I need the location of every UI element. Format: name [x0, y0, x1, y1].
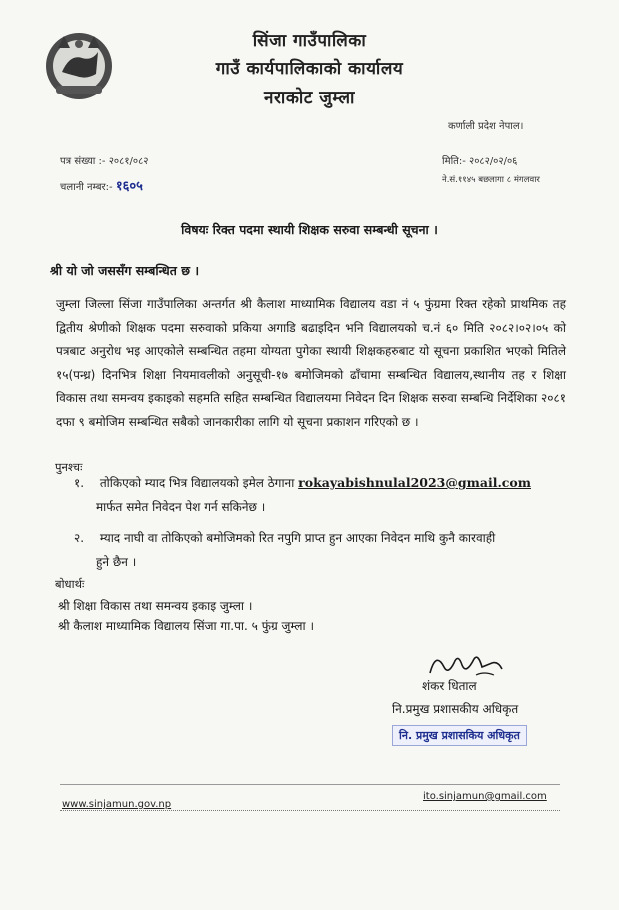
- item-text: तोकिएको म्याद भित्र विद्यालयको इमेल ठेगाना: [99, 476, 295, 490]
- office-email-link[interactable]: ito.sinjamun@gmail.com: [423, 791, 547, 802]
- dispatch-number-label: चलानी नम्बर:-: [60, 182, 113, 193]
- item-text: म्याद नाघी वा तोकिएको बमोजिमको रित नपुगि प्राप्त हुन आएका निवेदन माथि कुनै कारवाही: [99, 531, 496, 545]
- postscript-label: पुनश्चः: [55, 460, 83, 474]
- office-name: सिंजा गाउँपालिका: [252, 31, 367, 51]
- letter-date: मिति:- २०८२/०२/०६: [442, 156, 518, 167]
- office-subtitle: गाउँ कार्यपालिकाको कार्यालय: [215, 59, 404, 79]
- nepal-sambat-date: ने.सं.११४५ बछलागा ८ मंगलवार: [442, 175, 540, 185]
- postscript-item-1-cont: मार्फत समेत निवेदन पेश गर्न सकिनेछ ।: [96, 500, 266, 514]
- website-link[interactable]: www.sinjamun.gov.np: [62, 799, 172, 810]
- signatory-title: नि.प्रमुख प्रशासकीय अधिकृत: [392, 702, 519, 716]
- body-paragraph: जुम्ला जिल्ला सिंजा गाउँपालिका अन्तर्गत श्री कैलाश माध्यामिक विद्यालय वडा नं ५ फुंग्रमा रिक्त रहेको प्राथमिक तह द्वितीय श्रेणीको शिक्षक पदमा सरुवाको प्रकिया अगाडि बढाइदिन भनि विद्यालयको च.नं ६० मिति २०८२।०२।०५ को पत्रबाट अनुरोध भइ आएकोले सम्बन्धित तहमा योग्यता पुगेका स्थायी शिक्षकहरुबाट यो सूचना प्रकाशित भएको मितिले १५(पन्ध्र) दिनभित्र शिक्षा नियमावलीको अनुसूची-१७ बमोजिमको ढाँचामा सम्बन्धित विद्यालय,स्थानीय तह र शिक्षा विकास तथा समन्वय इकाइको सहमति सहित सम्बन्धित विद्यालयमा निवेदन दिन शिक्षक सरुवा सम्बन्धि निर्देशिका २०८१ दफा ९ बमोजिम सम्बन्धित सबैको जानकारीका लागि यो सूचना प्रकाशन गरिएको छ ।: [56, 297, 566, 429]
- signatory-name: शंकर धिताल: [422, 679, 477, 693]
- office-address: नराकोट जुम्ला: [264, 88, 355, 108]
- postscript-item-2: [74, 526, 495, 550]
- footer-dotted-divider: [60, 810, 560, 811]
- item-number: २.: [74, 531, 85, 545]
- school-email-link[interactable]: rokayabishnulal2023@gmail.com: [298, 475, 531, 490]
- postscript-item-2-cont: हुने छैन ।: [96, 555, 137, 569]
- footer-divider: [60, 784, 560, 785]
- letter-number: पत्र संख्या :- २०८१/०८२: [60, 156, 149, 167]
- cc-line-1: श्री शिक्षा विकास तथा समन्वय इकाइ जुम्ला ।: [58, 599, 253, 613]
- postscript-item-1: [74, 471, 531, 495]
- cc-line-2: श्री कैलाश माध्यामिक विद्यालय सिंजा गा.पा. ५ फुंग्र जुम्ला ।: [58, 619, 315, 633]
- salutation: श्री यो जो जससँग सम्बन्धित छ ।: [50, 263, 200, 278]
- province-label: कर्णाली प्रदेश नेपाल।: [448, 121, 524, 132]
- dispatch-number-value: १६०५: [115, 179, 143, 194]
- item-number: १.: [74, 476, 85, 490]
- official-stamp: नि. प्रमुख प्रशासकिय अधिकृत: [392, 725, 527, 746]
- subject-line: विषयः रिक्त पदमा स्थायी शिक्षक सरुवा सम्बन्धी सूचना ।: [181, 222, 438, 237]
- cc-label: बोधार्थः: [55, 577, 85, 591]
- dispatch-number: [60, 176, 143, 194]
